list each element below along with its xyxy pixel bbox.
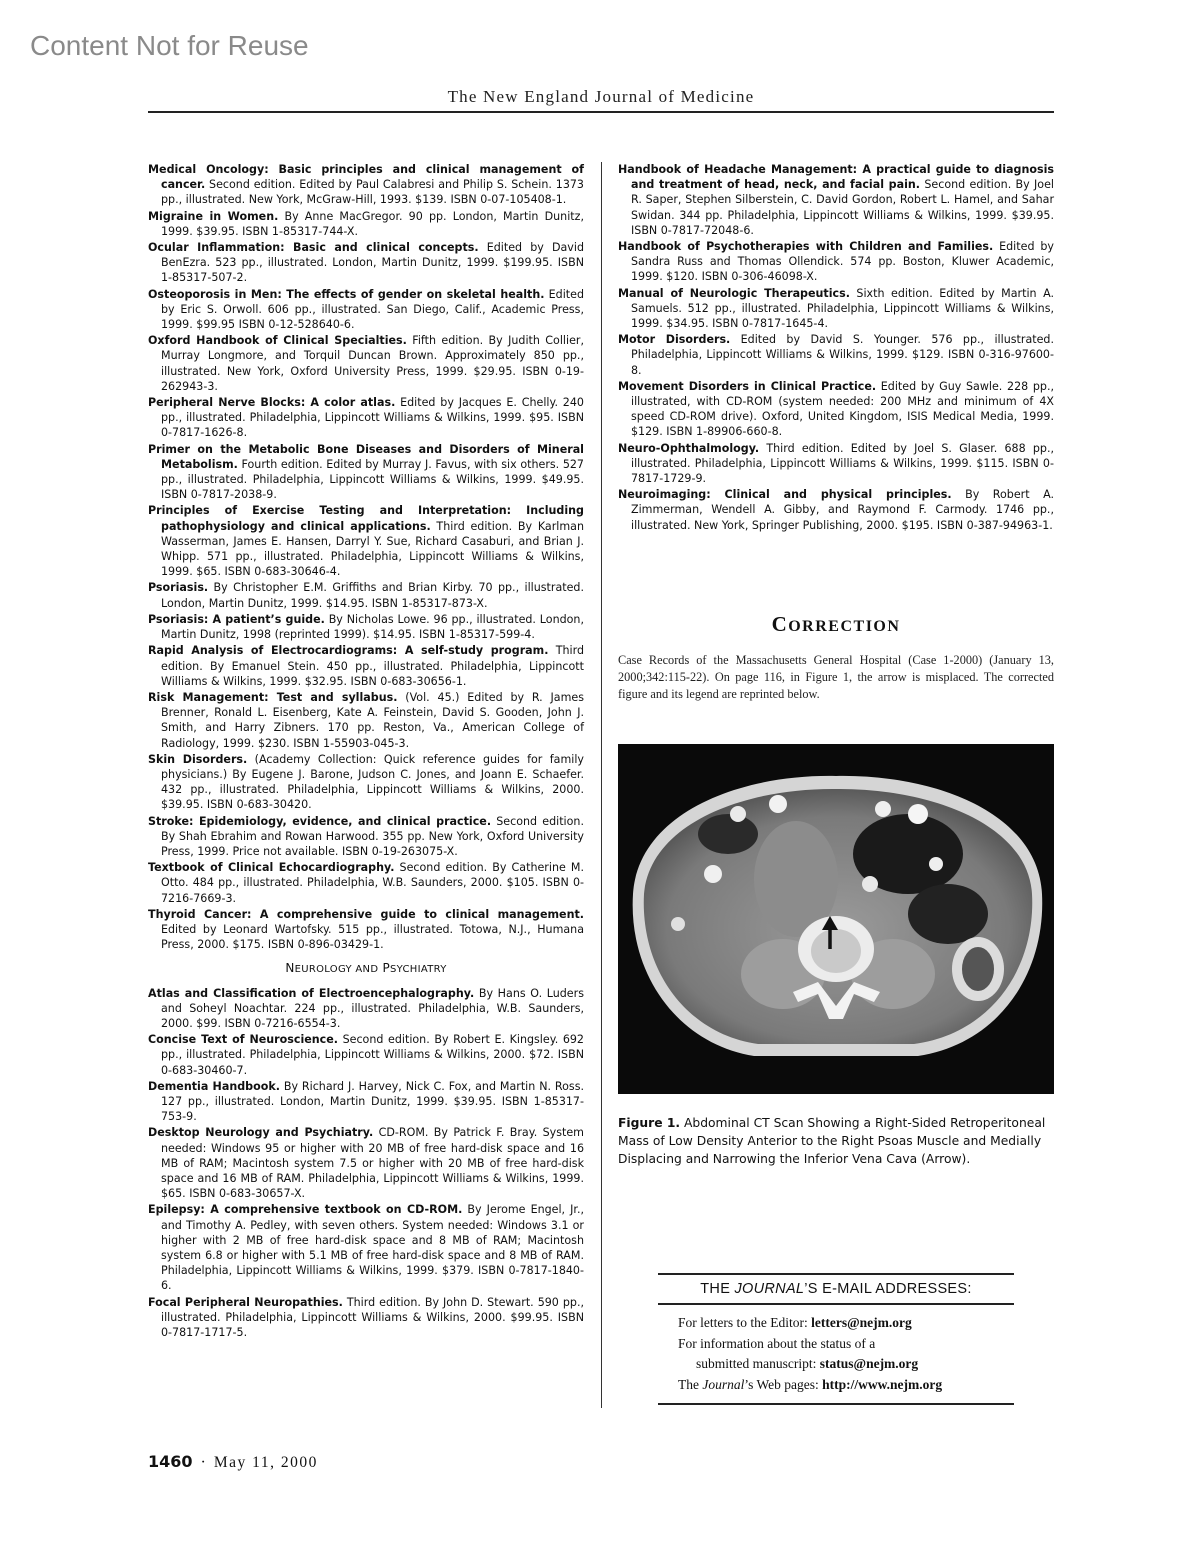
email-line-status bbox=[678, 1334, 1014, 1355]
book-details: Second edition. By Shah Ebrahim and Rowan Harwood. 355 pp. New York, Oxford University Press, 1999. Price not available. ISBN 0-19-263075-X. bbox=[161, 814, 584, 858]
book-details: Edited by Jacques E. Chelly. 240 pp., illustrated. Philadelphia, Lippincott Williams & Wilkins, 1999. $95. ISBN 0-7817-1626-8. bbox=[161, 396, 584, 440]
book-title: Psoriasis. bbox=[148, 581, 209, 595]
book-title: Psoriasis: A patient’s guide. bbox=[148, 612, 325, 626]
book-details: (Academy Collection: Quick reference guides for family physicians.) By Eugene J. Barone, Judson C. Jones, and Joann E. Schaefer. 432 pp., illustrated. Philadelphia, Lippincott Williams & Wilkins, 2000. $39.95. ISBN 0-683-30420. bbox=[161, 752, 584, 812]
book-title: Peripheral Nerve Blocks: A color atlas. bbox=[148, 396, 396, 410]
book-title: Concise Text of Neuroscience. bbox=[148, 1033, 338, 1047]
book-details: Second edition. Edited by Paul Calabresi and Philip S. Schein. 1373 pp., illustrated. New York, McGraw-Hill, 1993. $139. ISBN 0-07-105408-1. bbox=[161, 178, 584, 207]
book-details: (Vol. 45.) Edited by R. James Brenner, Ronald L. Eisenberg, Kate A. Feinstein, David S. Gooden, John J. Smith, and Harry Zibners. 170 pp. Reston, Va., American College of Radiology, 1999. $230. ISBN 1-55903-045-3. bbox=[161, 690, 584, 750]
book-entry bbox=[618, 162, 1054, 238]
web-label-prefix: The bbox=[678, 1376, 703, 1392]
page-number: 1460 bbox=[148, 1452, 193, 1471]
book-title: Migraine in Women. bbox=[148, 209, 279, 223]
book-title: Handbook of Psychotherapies with Children and Families. bbox=[618, 240, 994, 254]
book-list-general bbox=[148, 162, 584, 952]
book-details: Fourth edition. Edited by Murray J. Favus, with six others. 527 pp., illustrated. Philadelphia, Lippincott Williams & Wilkins, 1999. $49.95. ISBN 0-7817-2038-9. bbox=[161, 457, 584, 502]
email-letters-link[interactable]: letters@nejm.org bbox=[811, 1315, 912, 1330]
book-details: Second edition. By Joel R. Saper, Stephen Silberstein, C. David Gordon, Robert L. Hamel, and Sahar Swidan. 344 pp. Philadelphia, Lippincott Williams & Wilkins, 1999. $39.95. ISBN 0-7817-72048-6. bbox=[631, 178, 1054, 237]
book-title: Atlas and Classification of Electroencephalography. bbox=[148, 986, 475, 1000]
book-entry bbox=[148, 814, 584, 860]
figure-caption bbox=[618, 1114, 1054, 1168]
book-details: Edited by Sandra Russ and Thomas Ollendick. 574 pp. Boston, Kluwer Academic, 1999. $120. ISBN 0-306-46098-X. bbox=[631, 240, 1054, 284]
book-details: Edited by Leonard Wartofsky. 515 pp., illustrated. Totowa, N.J., Humana Press, 2000. $175. ISBN 0-896-03429-1. bbox=[161, 922, 584, 952]
book-entry bbox=[148, 442, 584, 503]
email-box-title bbox=[658, 1273, 1014, 1305]
figure-caption-text: Abdominal CT Scan Showing a Right-Sided Retroperitoneal Mass of Low Density Anterior to the Right Psoas Muscle and Medially Displacing and Narrowing the Inferior Vena Cava (Arrow). bbox=[618, 1116, 1046, 1166]
book-details: By Christopher E.M. Griffiths and Brian Kirby. 70 pp., illustrated. London, Martin Dunitz, 1999. $14.95. ISBN 1-85317-873-X. bbox=[161, 581, 584, 610]
book-details: Third edition. By John D. Stewart. 590 pp., illustrated. Philadelphia, Lippincott Williams & Wilkins, 2000. $99.95. ISBN 0-7817-1717-5. bbox=[161, 1295, 584, 1340]
book-title: Motor Disorders. bbox=[618, 333, 731, 347]
book-title: Medical Oncology: Basic principles and clinical management of cancer. bbox=[148, 163, 584, 192]
correction-heading: CORRECTION bbox=[771, 612, 901, 636]
book-entry bbox=[618, 441, 1054, 487]
ct-scan-image bbox=[618, 744, 1054, 1094]
book-title: Epilepsy: A comprehensive textbook on CD-ROM. bbox=[148, 1203, 463, 1217]
book-entry bbox=[618, 487, 1054, 533]
book-details: By Jerome Engel, Jr., and Timothy A. Pedley, with seven others. System needed: Windows 3.1 or higher with 2 MB of free hard-disk space and 8 MB of RAM; Macintosh system 6.8 or higher with 5.1 MB of free hard-disk space and 8 MB of RAM. Philadelphia, Lippincott Williams & Wilkins, 1999. $379. ISBN 0-7817-1840-6. bbox=[161, 1203, 585, 1293]
book-title: Textbook of Clinical Echocardiography. bbox=[148, 861, 395, 875]
book-title: Stroke: Epidemiology, evidence, and clinical practice. bbox=[148, 814, 492, 828]
book-entry bbox=[148, 1032, 584, 1078]
email-status-label: For information about the status of a bbox=[678, 1335, 876, 1351]
left-column bbox=[148, 162, 584, 1341]
book-title: Thyroid Cancer: A comprehensive guide to clinical management. bbox=[148, 907, 584, 921]
issue-date: May 11, 2000 bbox=[213, 1454, 318, 1471]
book-details: By Anne MacGregor. 90 pp. London, Martin Dunitz, 1999. $39.95. ISBN 1-85317-744-X. bbox=[161, 209, 584, 238]
book-entry bbox=[148, 612, 584, 642]
book-title: Movement Disorders in Clinical Practice. bbox=[618, 379, 877, 393]
email-status-link[interactable]: status@nejm.org bbox=[819, 1356, 919, 1371]
book-title: Skin Disorders. bbox=[148, 752, 248, 766]
book-details: CD-ROM. By Patrick F. Bray. System needed: Windows 95 or higher with 20 MB of free hard-disk space and 16 MB of RAM; Macintosh system 7.5 or higher with 20 MB of free hard-disk space and 16 MB of RAM. Philadelphia, Lippincott Williams & Wilkins, 1999. $65. ISBN 0-683-30657-X. bbox=[161, 1126, 584, 1201]
book-entry bbox=[148, 860, 584, 906]
book-details: Third edition. Edited by Joel S. Glaser. 688 pp., illustrated. Philadelphia, Lippincott Williams & Wilkins, 1999. $115. ISBN 0-7817-1729-9. bbox=[631, 441, 1054, 486]
book-details: Second edition. By Robert E. Kingsley. 692 pp., illustrated. Philadelphia, Lippincott Williams & Wilkins, 2000. $72. ISBN 0-683-30460-7. bbox=[161, 1033, 584, 1077]
book-entry bbox=[148, 580, 584, 610]
book-title: Focal Peripheral Neuropathies. bbox=[148, 1295, 343, 1309]
book-title: Neuro-Ophthalmology. bbox=[618, 441, 760, 455]
web-label-journal: Journal bbox=[702, 1376, 745, 1392]
book-details: Third edition. By Karlman Wasserman, James E. Hansen, Darryl Y. Sue, Richard Casaburi, and Brian J. Whipp. 571 pp., illustrated. Philadelphia, Lippincott Williams & Wilkins, 1999. $65. ISBN 0-683-30646-4. bbox=[161, 519, 584, 579]
figure-label: Figure 1. bbox=[618, 1116, 681, 1130]
email-line-letters bbox=[678, 1313, 1014, 1334]
book-title: Neuroimaging: Clinical and physical principles. bbox=[618, 488, 952, 502]
book-details: By Hans O. Luders and Soheyl Noachtar. 224 pp., illustrated. Philadelphia, W.B. Saunders, 2000. $99. ISBN 0-7216-6554-3. bbox=[161, 986, 584, 1030]
book-title: Rapid Analysis of Electrocardiograms: A self-study program. bbox=[148, 644, 549, 658]
book-details: Edited by David S. Younger. 576 pp., illustrated. Philadelphia, Lippincott Williams & Wilkins, 1999. $129. ISBN 0-316-97600-8. bbox=[631, 333, 1054, 377]
book-title: Desktop Neurology and Psychiatry. bbox=[148, 1126, 374, 1140]
column-divider bbox=[601, 162, 602, 1408]
book-details: Third edition. By Emanuel Stein. 450 pp., illustrated. Philadelphia, Lippincott Williams & Wilkins, 1999. $32.95. ISBN 0-683-30656-1. bbox=[161, 644, 584, 688]
book-details: Edited by Eric S. Orwoll. 606 pp., illustrated. San Diego, Calif., Academic Press, 1999. $99.95 ISBN 0-12-528640-6. bbox=[161, 287, 584, 332]
footer-separator: · bbox=[200, 1454, 206, 1471]
book-entry bbox=[148, 907, 584, 953]
email-line-web bbox=[678, 1375, 1014, 1396]
book-entry bbox=[148, 1079, 584, 1125]
book-title: Osteoporosis in Men: The effects of gender on skeletal health. bbox=[148, 287, 545, 301]
ct-scan-illustration bbox=[618, 744, 1054, 1094]
book-entry bbox=[148, 240, 584, 286]
book-title: Dementia Handbook. bbox=[148, 1079, 280, 1093]
book-entry bbox=[148, 162, 584, 208]
right-column bbox=[618, 162, 1054, 534]
book-entry bbox=[148, 287, 584, 333]
book-title: Manual of Neurologic Therapeutics. bbox=[618, 286, 850, 300]
email-title-prefix: THE bbox=[700, 1281, 735, 1297]
book-title: Primer on the Metabolic Bone Diseases and Disorders of Mineral Metabolism. bbox=[148, 442, 584, 471]
book-list-neurology bbox=[148, 986, 584, 1341]
web-link[interactable]: http://www.nejm.org bbox=[822, 1376, 943, 1392]
book-entry bbox=[148, 209, 584, 239]
book-title: Principles of Exercise Testing and Interpretation: Including pathophysiology and clinical applications. bbox=[148, 504, 584, 533]
book-details: Fifth edition. By Judith Collier, Murray Longmore, and Torquil Duncan Brown. Approximately 850 pp., illustrated. New York, Oxford University Press, 1999. $29.95. ISBN 0-19-262943-3. bbox=[161, 334, 584, 393]
book-details: Edited by David BenEzra. 523 pp., illustrated. London, Martin Dunitz, 1999. $199.95. ISBN 1-85317-507-2. bbox=[161, 241, 584, 285]
book-details: By Nicholas Lowe. 96 pp., illustrated. London, Martin Dunitz, 1998 (reprinted 1999). $14.95. ISBN 1-85317-599-4. bbox=[161, 612, 584, 642]
email-letters-label: For letters to the Editor: bbox=[678, 1315, 812, 1330]
book-entry bbox=[618, 239, 1054, 285]
journal-header: The New England Journal of Medicine bbox=[148, 87, 1054, 113]
book-entry bbox=[148, 690, 584, 751]
email-line-status-cont bbox=[678, 1354, 1014, 1375]
book-title: Ocular Inflammation: Basic and clinical concepts. bbox=[148, 241, 479, 255]
section-heading: NEUROLOGY AND PSYCHIATRY bbox=[285, 961, 447, 976]
book-title: Oxford Handbook of Clinical Specialties. bbox=[148, 334, 407, 348]
book-details: By Richard J. Harvey, Nick C. Fox, and Martin N. Ross. 127 pp., illustrated. London, Martin Dunitz, 1999. $39.95. ISBN 1-85317-753-9. bbox=[161, 1079, 584, 1124]
book-entry bbox=[148, 752, 584, 813]
book-title: Handbook of Headache Management: A practical guide to diagnosis and treatment of head, neck, and facial pain. bbox=[618, 163, 1054, 192]
book-entry bbox=[148, 1295, 584, 1341]
book-entry bbox=[148, 986, 584, 1032]
book-details: Sixth edition. Edited by Martin A. Samuels. 512 pp., illustrated. Philadelphia, Lippincott Williams & Wilkins, 1999. $34.95. ISBN 0-7817-1645-4. bbox=[631, 286, 1054, 331]
book-details: By Robert A. Zimmerman, Wendell A. Gibby, and Raymond F. Carmody. 1746 pp., illustrated. New York, Springer Publishing, 2000. $195. ISBN 0-387-94963-1. bbox=[631, 488, 1055, 532]
book-entry bbox=[148, 395, 584, 441]
correction-text: Case Records of the Massachusetts General Hospital (Case 1-2000) (January 13, 2000;342:115-22). On page 116, in Figure 1, the arrow is misplaced. The corrected figure and its legend are reprinted below. bbox=[618, 653, 1054, 701]
book-details: Edited by Guy Sawle. 228 pp., illustrated, with CD-ROM (system needed: 200 MHz and minimum of 4X speed CD-ROM drive). Oxford, United Kingdom, ISIS Medical Media, 1999. $129. ISBN 1-89906-660-8. bbox=[631, 379, 1054, 439]
book-entry bbox=[148, 333, 584, 394]
book-entry bbox=[148, 503, 584, 579]
web-label: ’s Web pages: bbox=[744, 1376, 823, 1392]
email-addresses-box bbox=[658, 1273, 1014, 1405]
email-title-suffix: ’S E-MAIL ADDRESSES: bbox=[804, 1281, 972, 1297]
book-entry bbox=[148, 1202, 584, 1293]
watermark: Content Not for Reuse bbox=[30, 30, 309, 61]
book-list-right bbox=[618, 162, 1054, 533]
book-entry bbox=[148, 643, 584, 689]
book-entry bbox=[618, 286, 1054, 332]
book-entry bbox=[618, 379, 1054, 440]
book-title: Risk Management: Test and syllabus. bbox=[148, 690, 398, 704]
book-details: Second edition. By Catherine M. Otto. 484 pp., illustrated. Philadelphia, W.B. Saunders, 2000. $105. ISBN 0-7216-7669-3. bbox=[161, 861, 584, 905]
email-title-journal: JOURNAL bbox=[734, 1281, 805, 1297]
page-footer bbox=[148, 1452, 318, 1472]
book-entry bbox=[618, 332, 1054, 378]
book-entry bbox=[148, 1125, 584, 1201]
email-status-label-cont: submitted manuscript: bbox=[696, 1356, 820, 1371]
email-box-body bbox=[658, 1305, 1014, 1405]
